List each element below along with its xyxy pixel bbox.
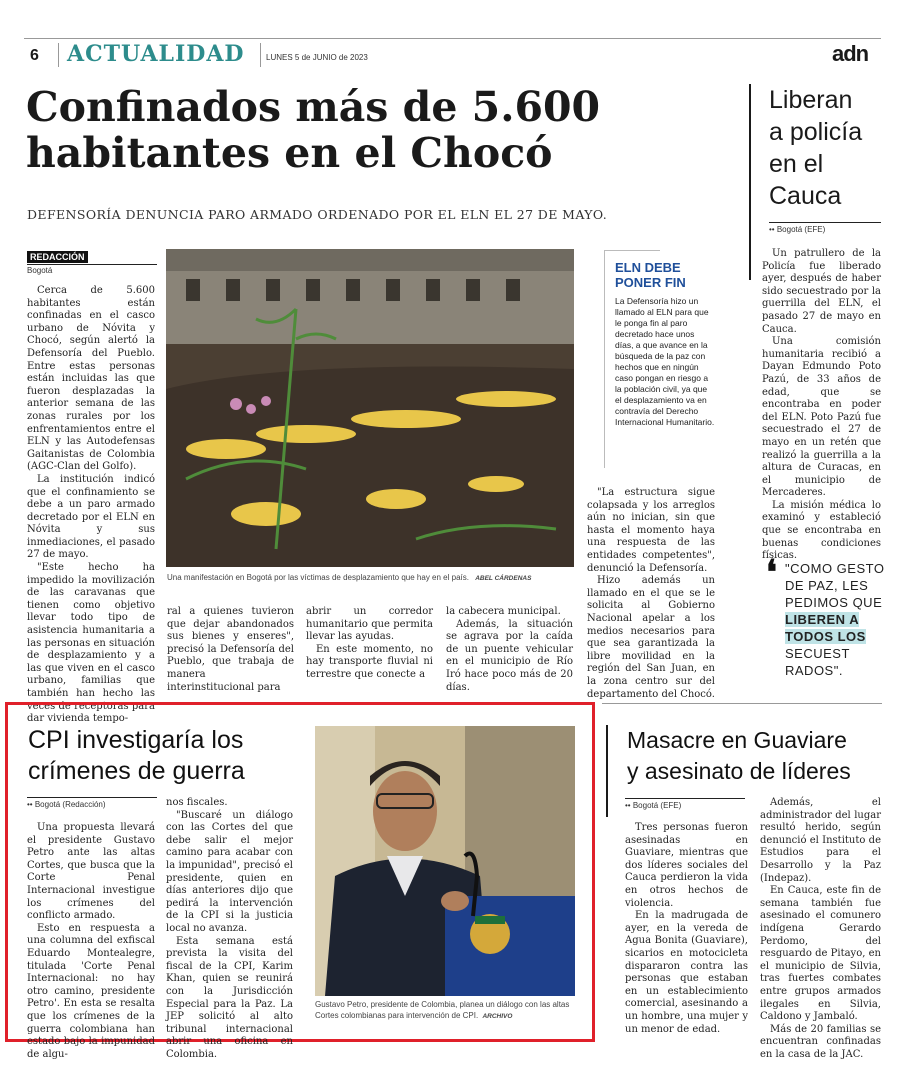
main-photo-caption (167, 572, 575, 584)
caption-text: Una manifestación en Bogotá por las víctimas de desplazamiento que hay en el país. (167, 573, 469, 582)
sidebar-title: ELN DEBE PONER FIN (615, 260, 686, 290)
pull-quote-mark: ❛ (766, 554, 777, 592)
paragraph: Hizo además un llamado en el que se le solicita al Gobierno Nacional apelar a los medios necesarios para que sea garantizada la libre movilidad en la región del San Juan, en la zona centro sur del departamento del Chocó. (587, 575, 715, 700)
main-subtitle: DEFENSORÍA DENUNCIA PARO ARMADO ORDENADO POR EL ELN EL 27 DE MAYO. (27, 207, 608, 222)
main-col-4 (446, 606, 573, 694)
paragraph: "Este hecho ha impedido la movilización de las caravanas que tienen como objetivo llevar todo tipo de asistencia humanitaria a las personas en situación de desplazamiento y a las que viven en el casco urbano, familias que también han hecho las veces de receptoras para dar vivienda tempo- (27, 562, 155, 725)
petro-photo-illustration (315, 726, 575, 996)
headline-line-1: Confinados más de 5.600 (26, 83, 601, 131)
paragraph: Un patrullero de la Policía fue liberado ayer, después de haber sido secuestrado por la guerrilla del ELN, el pasado 27 de mayo en Cauca. (762, 248, 881, 335)
paragraph: Una comisión humanitaria recibió a Dayan Edmundo Poto Pazú, de 33 años de edad, que se encontraba en poder del ELN. Poto Pazú fue secuestrado el 27 de mayo en un retén que realizó la guerrilla a la altura de Curacas, en el municipio de Mercaderes. (762, 336, 881, 499)
paragraph: La misión médica lo examinó y estableció que se encontraba en buenas condiciones físicas. (762, 499, 881, 562)
paragraph: Además, el administrador del lugar resultó herido, según denunció el Instituto de Estudios para el Desarrollo y la Paz (Indepaz). (760, 797, 881, 884)
cpi-headline (28, 725, 313, 787)
caption-text: Gustavo Petro, presidente de Colombia, planea un diálogo con las altas Cortes colombianas para intervención de CPI. (315, 1000, 570, 1020)
quote-text: "COMO GESTO DE PAZ, LES PEDIMOS QUE (785, 561, 885, 610)
paragraph: En la madrugada de ayer, en la vereda de Agua Bonita (Guaviare), sicarios en motocicleta dispararon contra las personas que estaban en un establecimiento comercial, asesinando a un hombre, una mujer y un menor de edad. (625, 910, 748, 1035)
dateline-text: Bogotá (EFE) (632, 801, 682, 810)
header-divider-2 (260, 43, 261, 67)
paragraph: Más de 20 familias se encuentran confinadas en la casa de la JAC. (760, 1023, 881, 1060)
dots-icon: •• (769, 225, 777, 234)
headline-line-2: habitantes en el Chocó (26, 129, 553, 177)
main-col-2: ral a quienes tuvieron que dejar abandonados sus bienes y enseres", precisó la Defensoría del Pueblo, que trabaja de manera interinstitucional para (167, 606, 294, 693)
masacre-headline (627, 725, 887, 787)
paragraph: abrir un corredor humanitario que permita llevar las ayudas. (306, 606, 433, 643)
byline-dateline: Bogotá (27, 264, 157, 275)
paragraph: En este momento, no hay transporte fluvial ni terrestre que conecte a (306, 643, 433, 680)
paragraph: nos fiscales. (166, 797, 228, 808)
right-dateline (769, 222, 881, 234)
paragraph: Una propuesta llevará el presidente Gustavo Petro ante las altas Cortes, que busca que la Corte Penal Internacional investigue los crímenes del conflicto armado. (27, 822, 155, 922)
headline-line: en el (769, 150, 824, 178)
masacre-col-2 (760, 797, 881, 1061)
paragraph: la cabecera municipal. (446, 606, 561, 617)
main-headline (26, 84, 746, 176)
main-col-5 (587, 487, 715, 701)
dateline-text: Bogotá (Redacción) (34, 800, 106, 809)
headline-line: Cauca (769, 182, 842, 210)
column-rule (749, 84, 751, 280)
headline-line: Masacre en Guaviare (627, 727, 847, 753)
paragraph: Esto en respuesta a una columna del exfiscal Eduardo Montealegre, titulada 'Corte Penal Internacional: no hay otro camino, presidente Petro'. En esta se resalta que los crímenes de la guerra colombiana han estado bajo la impunidad de algu- (27, 922, 155, 1060)
page-header (24, 38, 881, 68)
byline: REDACCIÓN (27, 251, 88, 263)
photo-credit: ARCHIVO (482, 1012, 513, 1020)
section-label: ACTUALIDAD (67, 41, 245, 67)
headline-line: Liberan (769, 86, 853, 114)
main-photo (166, 249, 574, 567)
dots-icon: •• (625, 801, 633, 810)
cpi-photo (315, 726, 575, 996)
headline-line: y asesinato de líderes (627, 758, 851, 784)
dots-icon: •• (27, 800, 35, 809)
page-number: 6 (30, 47, 39, 64)
headline-line: a policía (769, 118, 863, 146)
header-divider (58, 43, 59, 67)
paragraph: "La estructura sigue colapsada y los arreglos aún no inician, sin que hasta el momento haya una respuesta de las entidades competentes", denunció la Defensoría. (587, 487, 715, 574)
headline-line: CPI investigaría los (28, 726, 244, 754)
paragraph: Esta semana está prevista la visita del fiscal de la CPI, Karim Khan, quien se reunirá con la Jurisdicción Especial para la Paz. La JEP solicitó al alto tribunal internacional abrir una oficina en Colombia. (166, 935, 293, 1060)
quote-highlight-text: TODOS LOS (785, 629, 866, 644)
sidebar-text: La Defensoría hizo un llamado al ELN para que le ponga fin al paro decretado hace unos días, a que avance en la búsqueda de la paz con hechos que en ningún caso pongan en riesgo a la población civil, ya que el desplazamiento va en contravía del Derecho Internacional Humanitario. (615, 296, 715, 427)
pull-quote (785, 560, 885, 679)
paragraph: La institución indicó que el confinamiento se debe a un paro armado decretado por el ELN en Nóvita y sus inmediaciones, el pasado 27 de mayo. (27, 473, 155, 561)
paragraph: "Buscaré un diálogo con las Cortes del que debe salir el mejor camino para acabar con la impunidad", precisó el presidente, quien en días anteriores dijo que pedirá la intervención de la CPI si la justicia local no avanza. (166, 809, 293, 934)
main-col-3 (306, 606, 433, 682)
protest-photo-illustration (166, 249, 574, 567)
sidebar-corner (605, 250, 660, 251)
paragraph: Tres personas fueron asesinadas en Guaviare, mientras que dos líderes sociales del Cauca perdieron la vida en otros hechos de violencia. (625, 822, 748, 909)
adn-logo: adn (832, 41, 869, 66)
cpi-col-2 (166, 797, 293, 1061)
paragraph: Además, la situación se agrava por la caída de un puente vehicular en el municipio de Río Iró hace poco más de 20 días. (446, 618, 573, 693)
photo-credit: ABEL CÁRDENAS (475, 575, 532, 582)
cpi-col-1 (27, 822, 155, 1061)
masacre-col-1 (625, 822, 748, 1036)
paragraph: En Cauca, este fin de semana también fue asesinado el comunero indígena Gerardo Perdomo, del resguardo de Pitayo, en el municipio de Silvia, tras fuertes combates entre grupos armados ilegales en Silvia, Caldono y Jambaló. (760, 885, 881, 1023)
paragraph: Cerca de 5.600 habitantes están confinadas en el casco urbano de Nóvita y Chocó, según alertó la Defensoría del Pueblo. Entre estas personas están incluidas las que fueron desplazadas la anterior semana de las zonas rurales por los enfrentamientos entre el ELN y las Autodefensas Gaitanistas de Colombia (AGC-Clan del Golfo). (27, 285, 155, 473)
quote-text: SECUESTRADOS". (785, 646, 850, 678)
right-headline (769, 84, 889, 212)
main-col-1 (27, 285, 155, 726)
headline-line: crímenes de guerra (28, 757, 245, 785)
quote-highlight-text: LIBEREN A (785, 612, 860, 627)
quote-highlight-1 (785, 611, 885, 628)
cpi-dateline (27, 797, 157, 809)
quote-highlight-2 (785, 628, 885, 645)
issue-date: LUNES 5 de JUNIO de 2023 (266, 53, 368, 62)
dateline-text: Bogotá (EFE) (776, 225, 826, 234)
masacre-dateline (625, 798, 745, 810)
column-rule (606, 725, 608, 817)
section-divider (602, 703, 882, 704)
sidebar-box (604, 250, 714, 468)
cpi-photo-caption (315, 1000, 577, 1022)
right-body (762, 248, 881, 563)
